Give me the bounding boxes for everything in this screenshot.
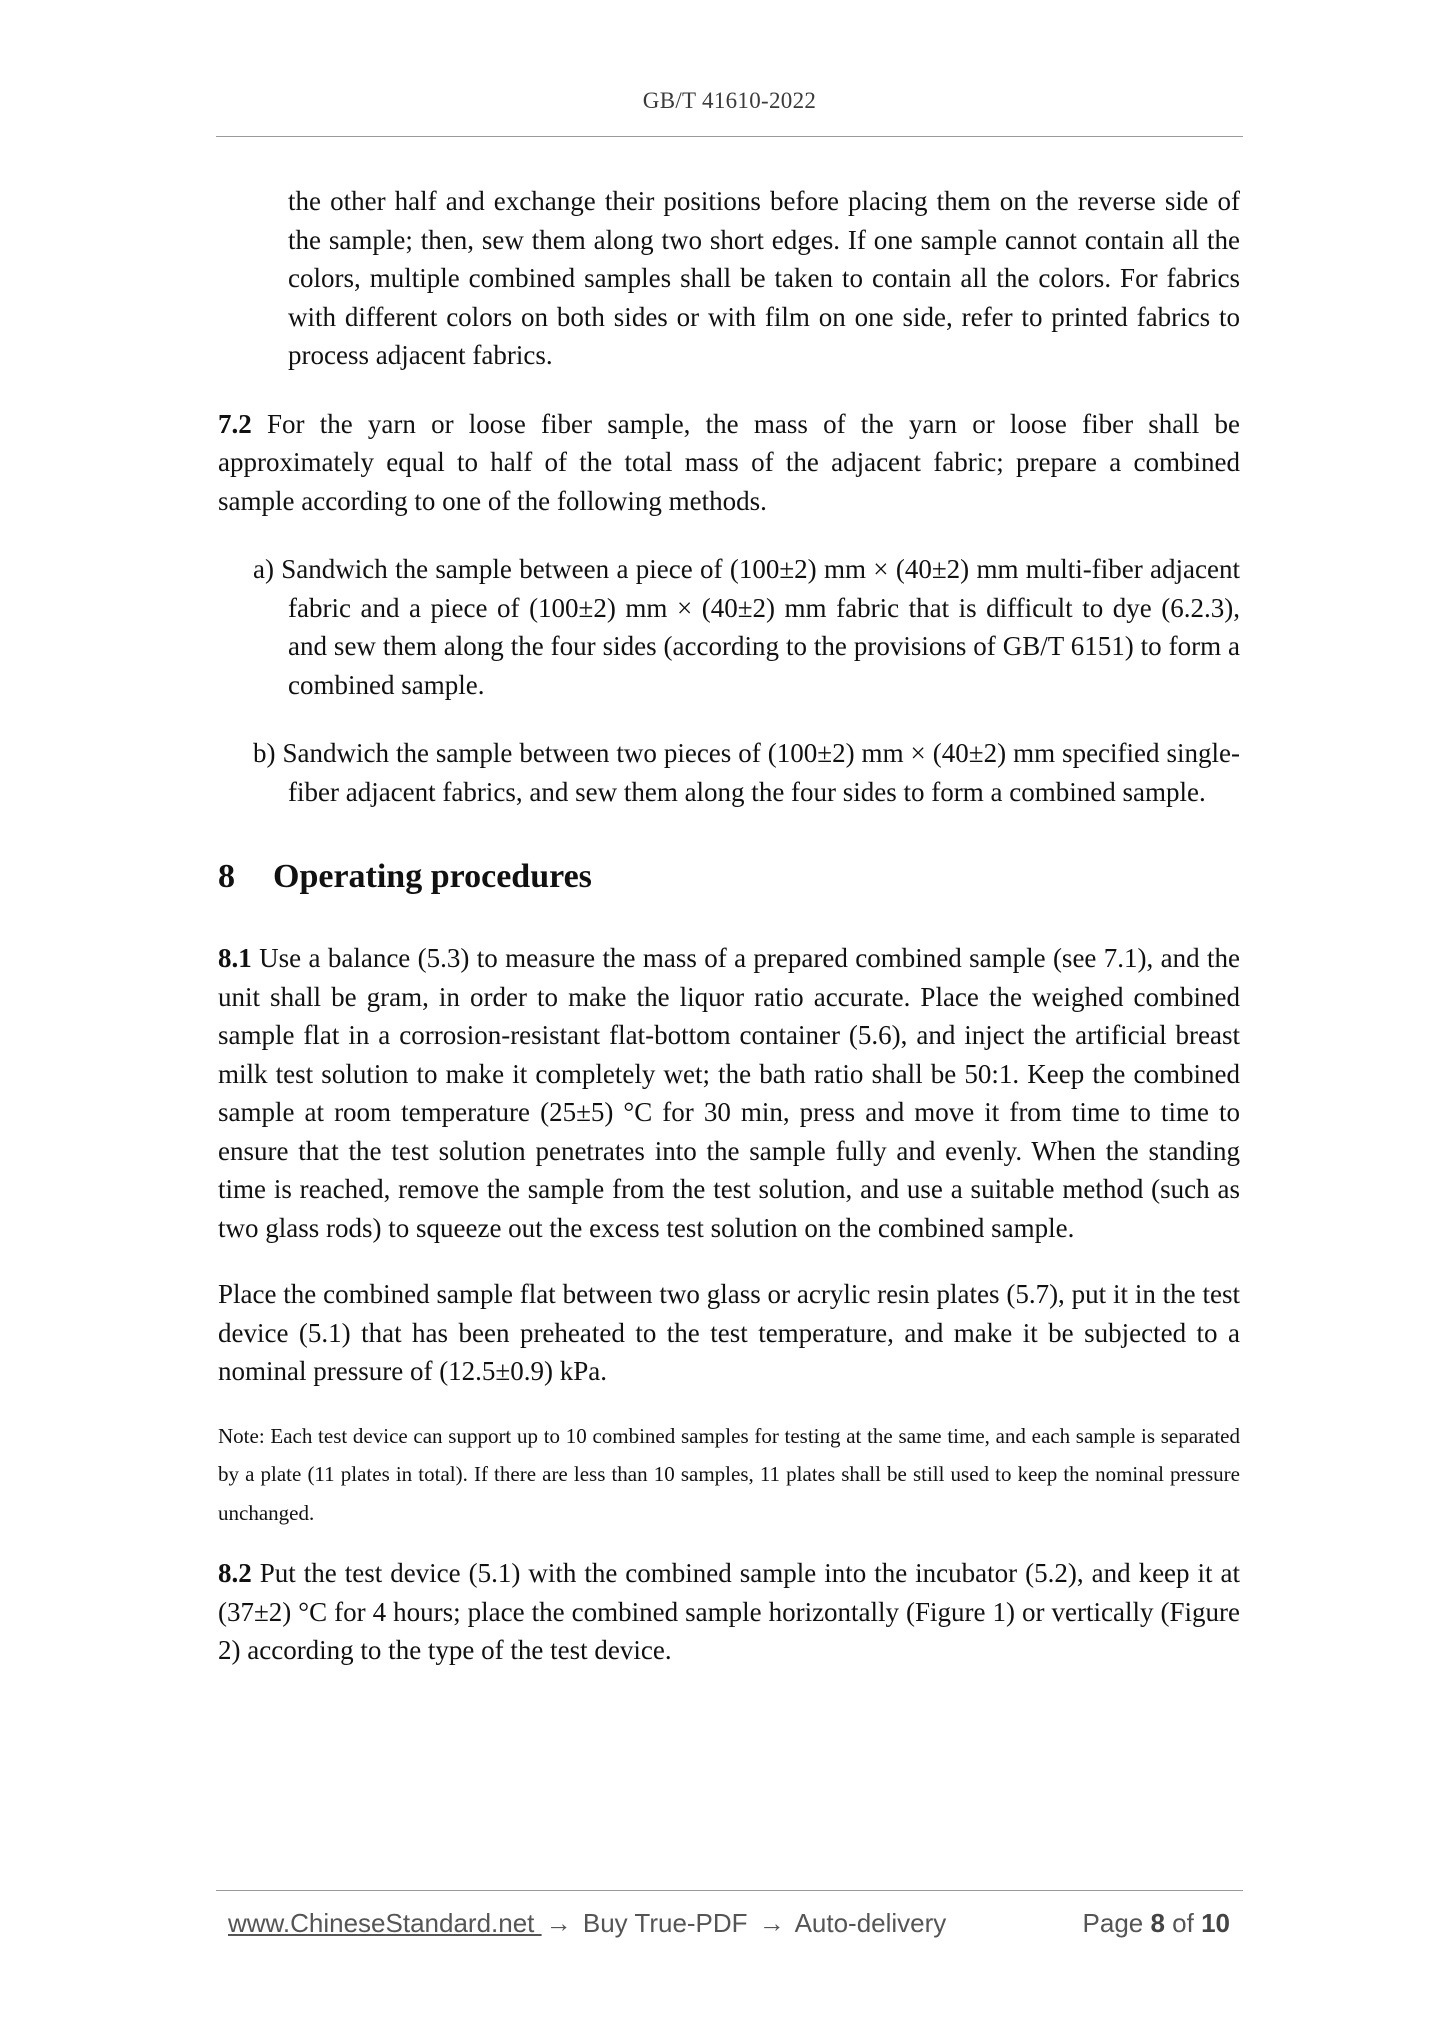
footer-divider <box>216 1890 1243 1891</box>
clause-8-2 <box>218 1554 1240 1670</box>
clause-7-2 <box>218 405 1240 521</box>
clause-number: 8.1 <box>218 943 252 973</box>
page-total: 10 <box>1201 1908 1230 1938</box>
clause-text: Use a balance (5.3) to measure the mass of a prepared combined sample (see 7.1), and the unit shall be gram, in order to make the liquor ratio accurate. Place the weighed combined sample flat in a corrosion-resistant flat-bottom container (5.6), and inject the artificial breast milk test solution to make it completely wet; the bath ratio shall be 50:1. Keep the combined sample at room temperature (25±5) °C for 30 min, press and move it from time to time to ensure that the test solution penetrates into the sample fully and evenly. When the standing time is reached, remove the sample from the test solution, and use a suitable method (such as two glass rods) to squeeze out the excess test solution on the combined sample. <box>218 943 1240 1243</box>
section-number: 8 <box>218 858 235 895</box>
arrow-right-icon: → <box>758 1908 785 1938</box>
of-label: of <box>1164 1908 1202 1938</box>
list-item-a: a) Sandwich the sample between a piece of (100±2) mm × (40±2) mm multi-fiber adjacent fabric and a piece of (100±2) mm × (40±2) mm fabric that is difficult to dye (6.2.3), and sew them along the four sides (according to the provisions of GB/T 6151) to form a combined sample. <box>253 554 1240 700</box>
continuation-paragraph: the other half and exchange their positions before placing them on the reverse side of the sample; then, sew them along two short edges. If one sample cannot contain all the colors, multiple combined samples shall be taken to contain all the colors. For fabrics with different colors on both sides or with film on one side, refer to printed fabrics to process adjacent fabrics. <box>288 186 1240 370</box>
page-indicator <box>1083 1908 1230 1939</box>
site-link[interactable]: www.ChineseStandard.net <box>228 1908 542 1938</box>
section-heading <box>218 855 1240 899</box>
document-body <box>218 182 1240 1670</box>
header-divider <box>216 136 1243 137</box>
clause-text: For the yarn or loose fiber sample, the mass of the yarn or loose fiber shall be approximately equal to half of the total mass of the adjacent fabric; prepare a combined sample according to one of the following methods. <box>218 408 1240 516</box>
buy-text: Buy True-PDF <box>575 1908 755 1938</box>
section-title: Operating procedures <box>273 858 592 895</box>
clause-number: 8.2 <box>218 1558 252 1588</box>
delivery-text: Auto-delivery <box>788 1908 947 1938</box>
note-paragraph: Note: Each test device can support up to 10 combined samples for testing at the same time, and each sample is separated by a plate (11 plates in total). If there are less than 10 samples, 11 plates shall be still used to keep the nominal pressure unchanged. <box>218 1423 1240 1525</box>
page-number: 8 <box>1150 1908 1165 1938</box>
footer-promo <box>228 1908 946 1939</box>
clause-number: 7.2 <box>218 408 252 439</box>
list-item-b: b) Sandwich the sample between two pieces of (100±2) mm × (40±2) mm specified single-fiber adjacent fabrics, and sew them along the four sides to form a combined sample. <box>253 738 1240 807</box>
arrow-right-icon: → <box>545 1908 572 1938</box>
clause-text: Put the test device (5.1) with the combined sample into the incubator (5.2), and keep it at (37±2) °C for 4 hours; place the combined sample horizontally (Figure 1) or vertically (Figure 2) according to the type of the test device. <box>218 1558 1240 1665</box>
page-header <box>216 88 1243 114</box>
clause-8-1 <box>218 939 1240 1247</box>
page-label: Page <box>1082 1908 1151 1938</box>
standard-code: GB/T 41610-2022 <box>642 88 817 113</box>
paragraph-plates: Place the combined sample flat between two glass or acrylic resin plates (5.7), put it in the test device (5.1) that has been preheated to the test temperature, and make it be subjected to a nominal pressure of (12.5±0.9) kPa. <box>218 1279 1240 1386</box>
